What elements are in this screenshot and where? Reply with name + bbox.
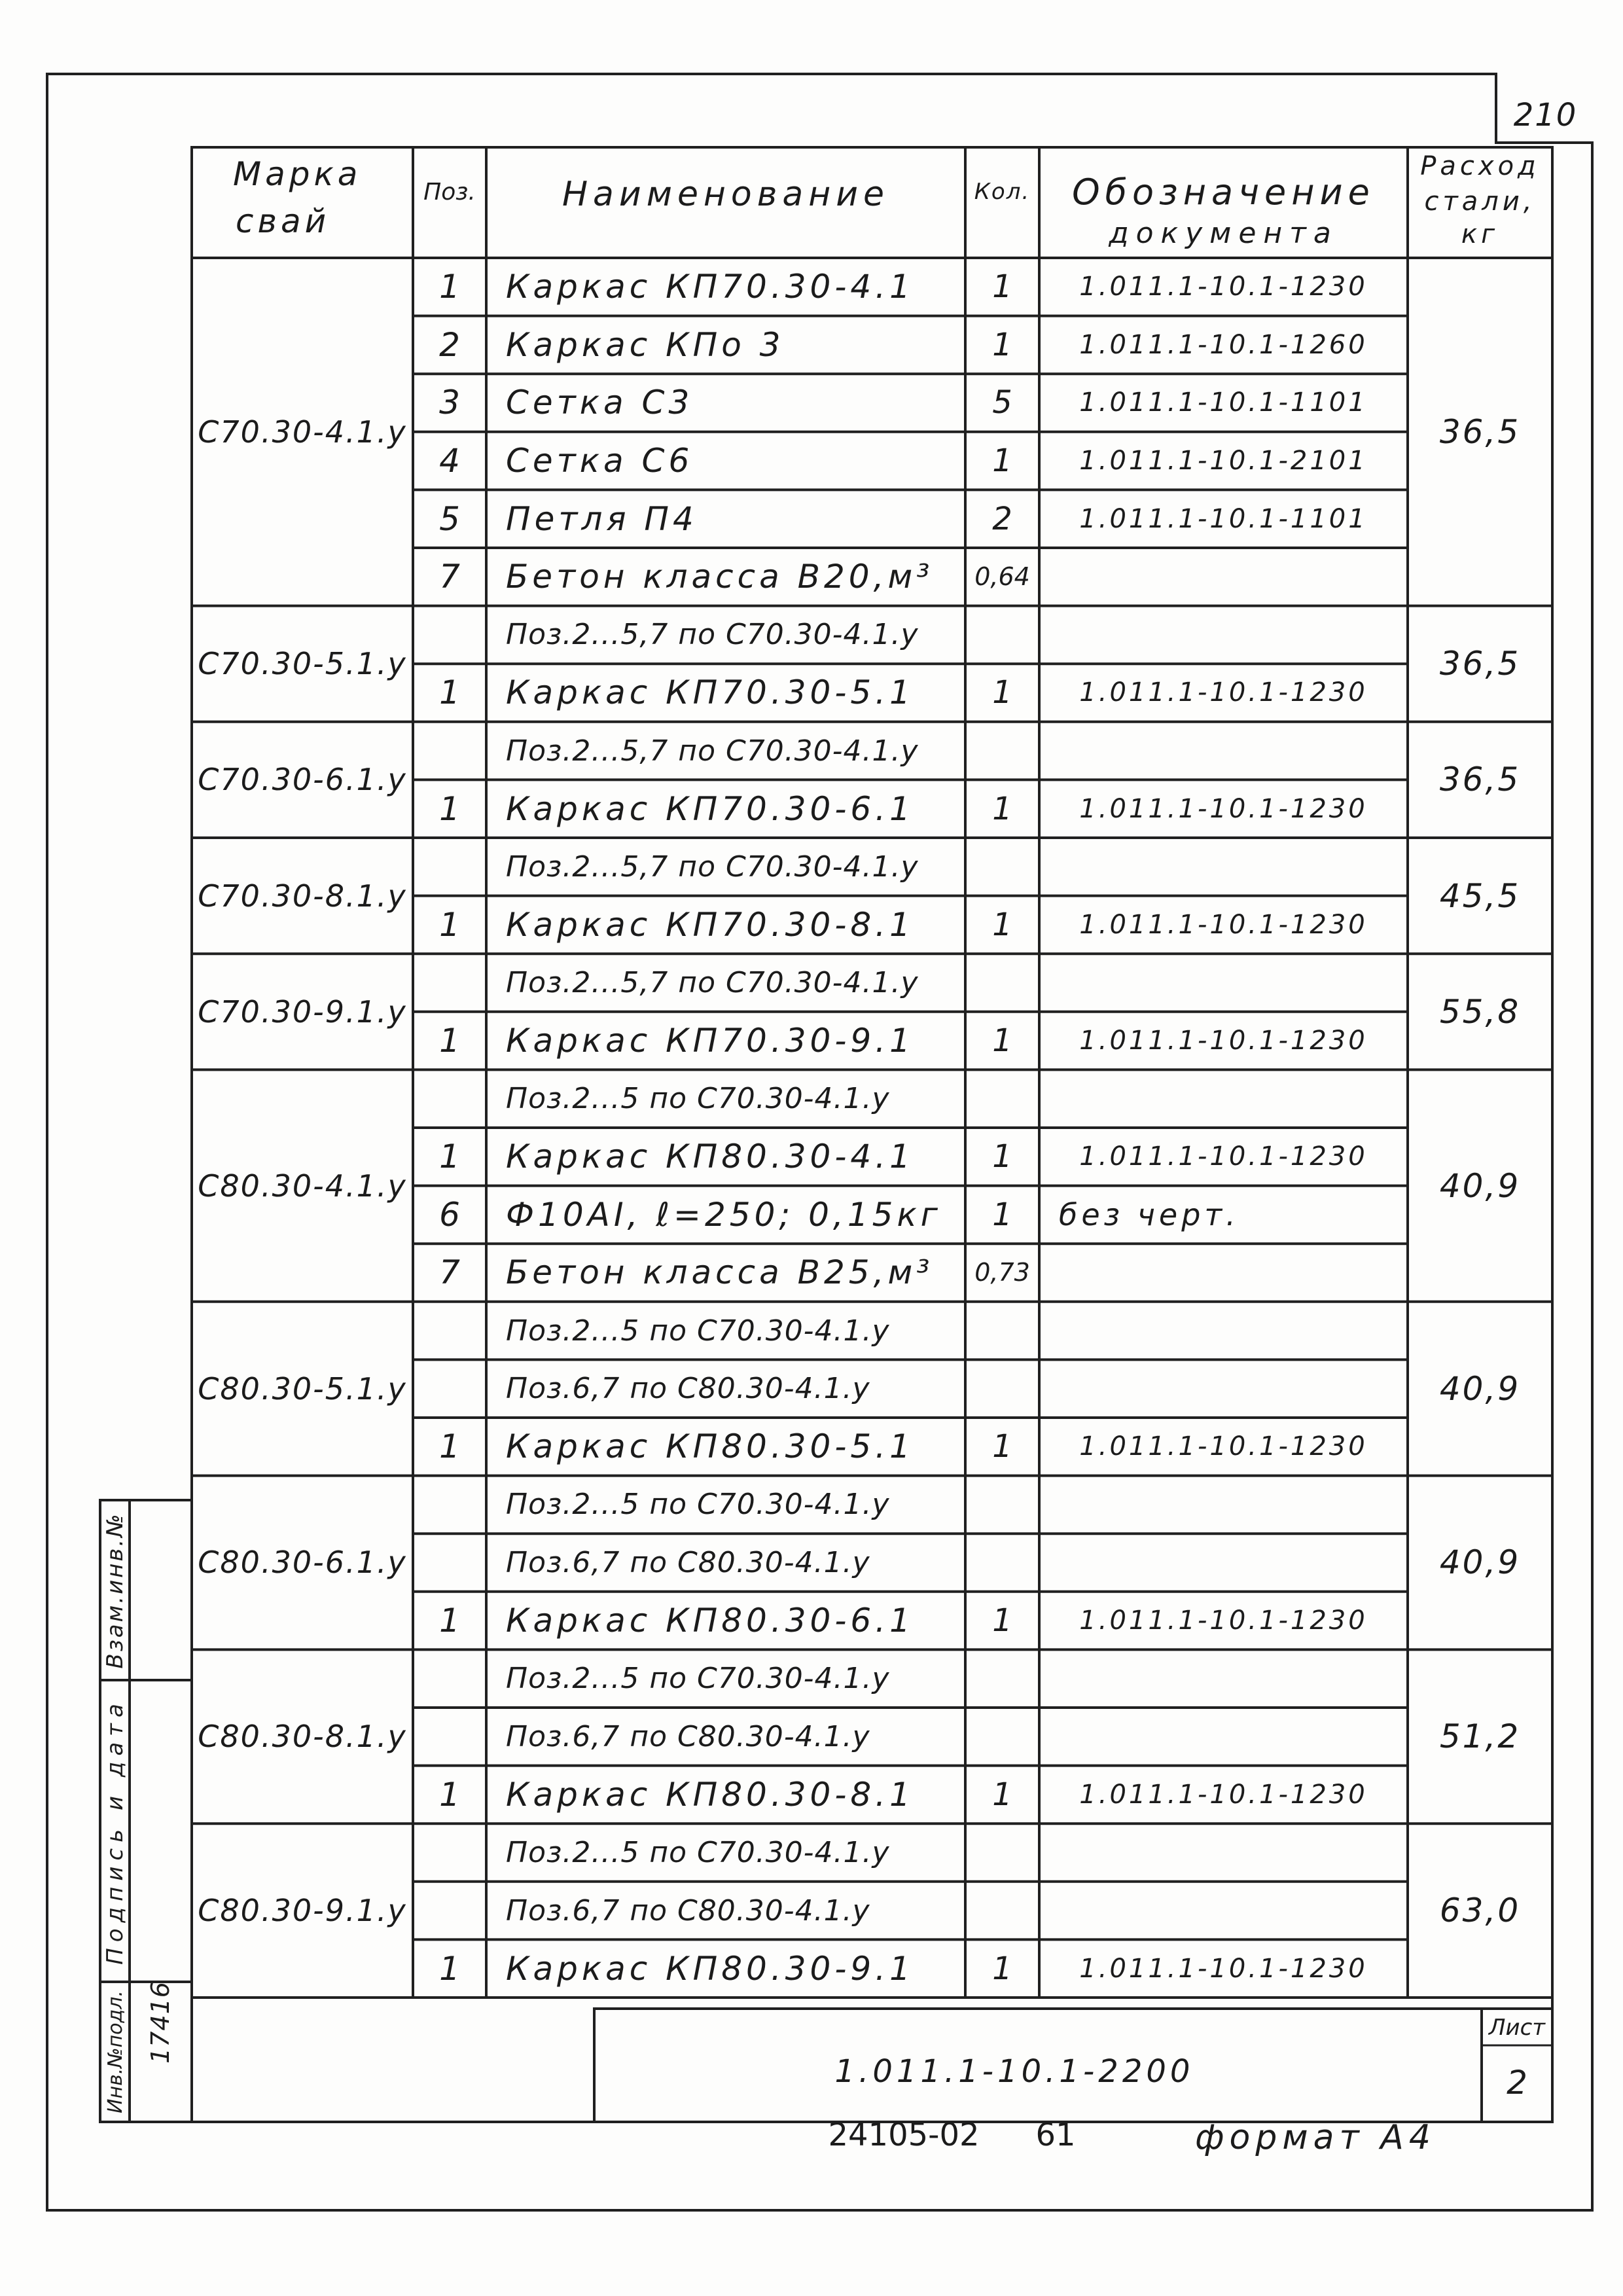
header-mark-line-1: Марка [233,155,362,193]
item-name: Каркас КП70.30-5.1 [506,673,914,712]
item-name: Каркас КП70.30-9.1 [506,1022,914,1060]
position-number: 1 [439,789,460,828]
position-number: 7 [439,1253,460,1292]
quantity: 1 [992,442,1012,480]
position-number: 4 [439,442,460,480]
item-name: Каркас КП70.30-4.1 [506,268,914,306]
document-reference: 1.011.1-10.1-1230 [1079,793,1368,824]
item-name: Каркас КП80.30-5.1 [506,1427,914,1466]
item-name: Сетка С3 [506,384,694,422]
position-number: 1 [439,1022,460,1060]
quantity: 1 [992,1602,1012,1640]
item-name: Каркас КП80.30-4.1 [506,1138,914,1176]
steel-consumption: 40,9 [1439,1369,1521,1408]
item-name: Каркас КП80.30-6.1 [506,1602,914,1640]
item-name: Бетон класса В20,м³ [506,558,934,596]
document-reference: 1.011.1-10.1-1230 [1079,1779,1368,1810]
steel-consumption: 40,9 [1439,1543,1521,1582]
position-number: 1 [439,1775,460,1814]
header-steel-line-3: кг [1461,219,1499,249]
original-inventory-label: Инв.№подл. [103,1990,127,2113]
item-name: Ф10АI, ℓ=250; 0,15кг [506,1195,942,1234]
quantity: 1 [992,1428,1012,1465]
pile-mark: С70.30-6.1.у [198,762,407,798]
document-reference: 1.011.1-10.1-1230 [1079,1953,1368,1984]
position-number: 1 [439,1602,460,1640]
reference-note: Поз.2...5,7 по С70.30-4.1.у [506,618,919,652]
archive-number: 61 [1035,2117,1076,2153]
quantity: 1 [992,906,1012,943]
quantity: 1 [992,268,1012,306]
header-name: Наименование [562,175,890,214]
document-reference: 1.011.1-10.1-1230 [1079,909,1368,940]
quantity: 2 [992,500,1012,537]
position-number: 6 [439,1195,460,1234]
reference-note: Поз.6,7 по С80.30-4.1.у [506,1719,870,1753]
quantity: 0,64 [974,562,1030,592]
position-number: 7 [439,558,460,596]
reference-note: Поз.6,7 по С80.30-4.1.у [506,1545,870,1579]
document-reference: 1.011.1-10.1-1230 [1079,1431,1368,1462]
reference-note: Поз.2...5,7 по С70.30-4.1.у [506,734,919,768]
position-number: 1 [439,1138,460,1176]
signature-date-label: Подпись и дата [102,1698,128,1965]
reference-note: Поз.6,7 по С80.30-4.1.у [506,1372,870,1406]
document-reference: 1.011.1-10.1-1230 [1079,1141,1368,1172]
header-quantity: Кол. [974,179,1031,205]
reference-note: Поз.6,7 по С80.30-4.1.у [506,1893,870,1928]
header-steel-line-1: Расход [1420,151,1540,181]
steel-consumption: 36,5 [1439,761,1521,799]
quantity: 1 [992,1196,1012,1233]
quantity: 1 [992,674,1012,711]
steel-consumption: 36,5 [1439,412,1521,451]
document-reference: 1.011.1-10.1-2101 [1079,446,1368,476]
sheet-number: 2 [1507,2064,1527,2102]
pile-mark: С80.30-4.1.у [198,1168,407,1204]
position-number: 3 [439,384,460,422]
reference-note: Поз.2...5 по С70.30-4.1.у [506,1835,890,1869]
item-name: Каркас КП70.30-8.1 [506,905,914,944]
document-reference: 1.011.1-10.1-1230 [1079,1026,1368,1056]
page-number: 210 [1513,97,1578,134]
header-designation-line-2: документа [1109,216,1338,250]
document-reference: 1.011.1-10.1-1101 [1079,387,1368,418]
replacement-inventory-label: Взам.инв.№ [102,1512,128,1669]
position-number: 1 [439,268,460,306]
quantity: 5 [992,384,1012,422]
item-name: Каркас КП80.30-8.1 [506,1775,914,1814]
pile-mark: С80.30-9.1.у [198,1893,407,1929]
document-reference: 1.011.1-10.1-1230 [1079,272,1368,302]
item-name: Каркас КП80.30-9.1 [506,1949,914,1988]
pile-mark: С70.30-9.1.у [198,994,407,1030]
item-name: Каркас КП70.30-6.1 [506,789,914,828]
quantity: 1 [992,1776,1012,1813]
quantity: 1 [992,1022,1012,1060]
quantity: 1 [992,1950,1012,1987]
pile-mark: С70.30-8.1.у [198,878,407,914]
steel-consumption: 63,0 [1439,1892,1521,1930]
reference-note: Поз.2...5,7 по С70.30-4.1.у [506,965,919,999]
steel-consumption: 51,2 [1439,1717,1521,1756]
reference-note: Поз.2...5 по С70.30-4.1.у [506,1488,890,1522]
steel-consumption: 45,5 [1439,876,1521,915]
position-number: 1 [439,673,460,712]
pile-mark: С70.30-4.1.у [198,414,407,450]
steel-consumption: 36,5 [1439,645,1521,683]
document-reference: без черт. [1059,1196,1240,1232]
paper-format: формат А4 [1195,2118,1436,2157]
position-number: 1 [439,905,460,944]
item-name: Каркас КПо 3 [506,325,785,364]
position-number: 1 [439,1427,460,1466]
position-number: 1 [439,1949,460,1988]
archive-code: 24105-02 [828,2117,980,2153]
document-reference: 1.011.1-10.1-1230 [1079,1605,1368,1636]
item-name: Сетка С6 [506,442,694,480]
reference-note: Поз.2...5 по С70.30-4.1.у [506,1314,890,1348]
quantity: 1 [992,1138,1012,1175]
pile-mark: С70.30-5.1.у [198,646,407,682]
steel-consumption: 55,8 [1439,992,1521,1031]
header-position: Поз. [423,178,476,206]
item-name: Петля П4 [506,499,698,538]
quantity: 0,73 [974,1258,1030,1287]
document-reference: 1.011.1-10.1-1260 [1079,329,1368,360]
header-steel-line-2: стали, [1424,187,1536,217]
quantity: 1 [992,790,1012,827]
quantity: 1 [992,326,1012,363]
reference-note: Поз.2...5 по С70.30-4.1.у [506,1662,890,1696]
steel-consumption: 40,9 [1439,1166,1521,1205]
reference-note: Поз.2...5,7 по С70.30-4.1.у [506,850,919,884]
position-number: 5 [439,499,460,538]
sheet-label: Лист [1488,2015,1546,2041]
original-inventory-number: 17416 [146,1981,175,2064]
pile-mark: С80.30-8.1.у [198,1719,407,1755]
pile-mark: С80.30-5.1.у [198,1371,407,1407]
document-reference: 1.011.1-10.1-1101 [1079,503,1368,534]
document-designation: 1.011.1-10.1-2200 [834,2053,1194,2090]
pile-mark: С80.30-6.1.у [198,1545,407,1581]
reference-note: Поз.2...5 по С70.30-4.1.у [506,1082,890,1116]
header-mark-line-2: свай [236,202,330,240]
position-number: 2 [439,325,460,364]
item-name: Бетон класса В25,м³ [506,1253,934,1292]
document-reference: 1.011.1-10.1-1230 [1079,677,1368,708]
header-designation-line-1: Обозначение [1072,171,1375,213]
